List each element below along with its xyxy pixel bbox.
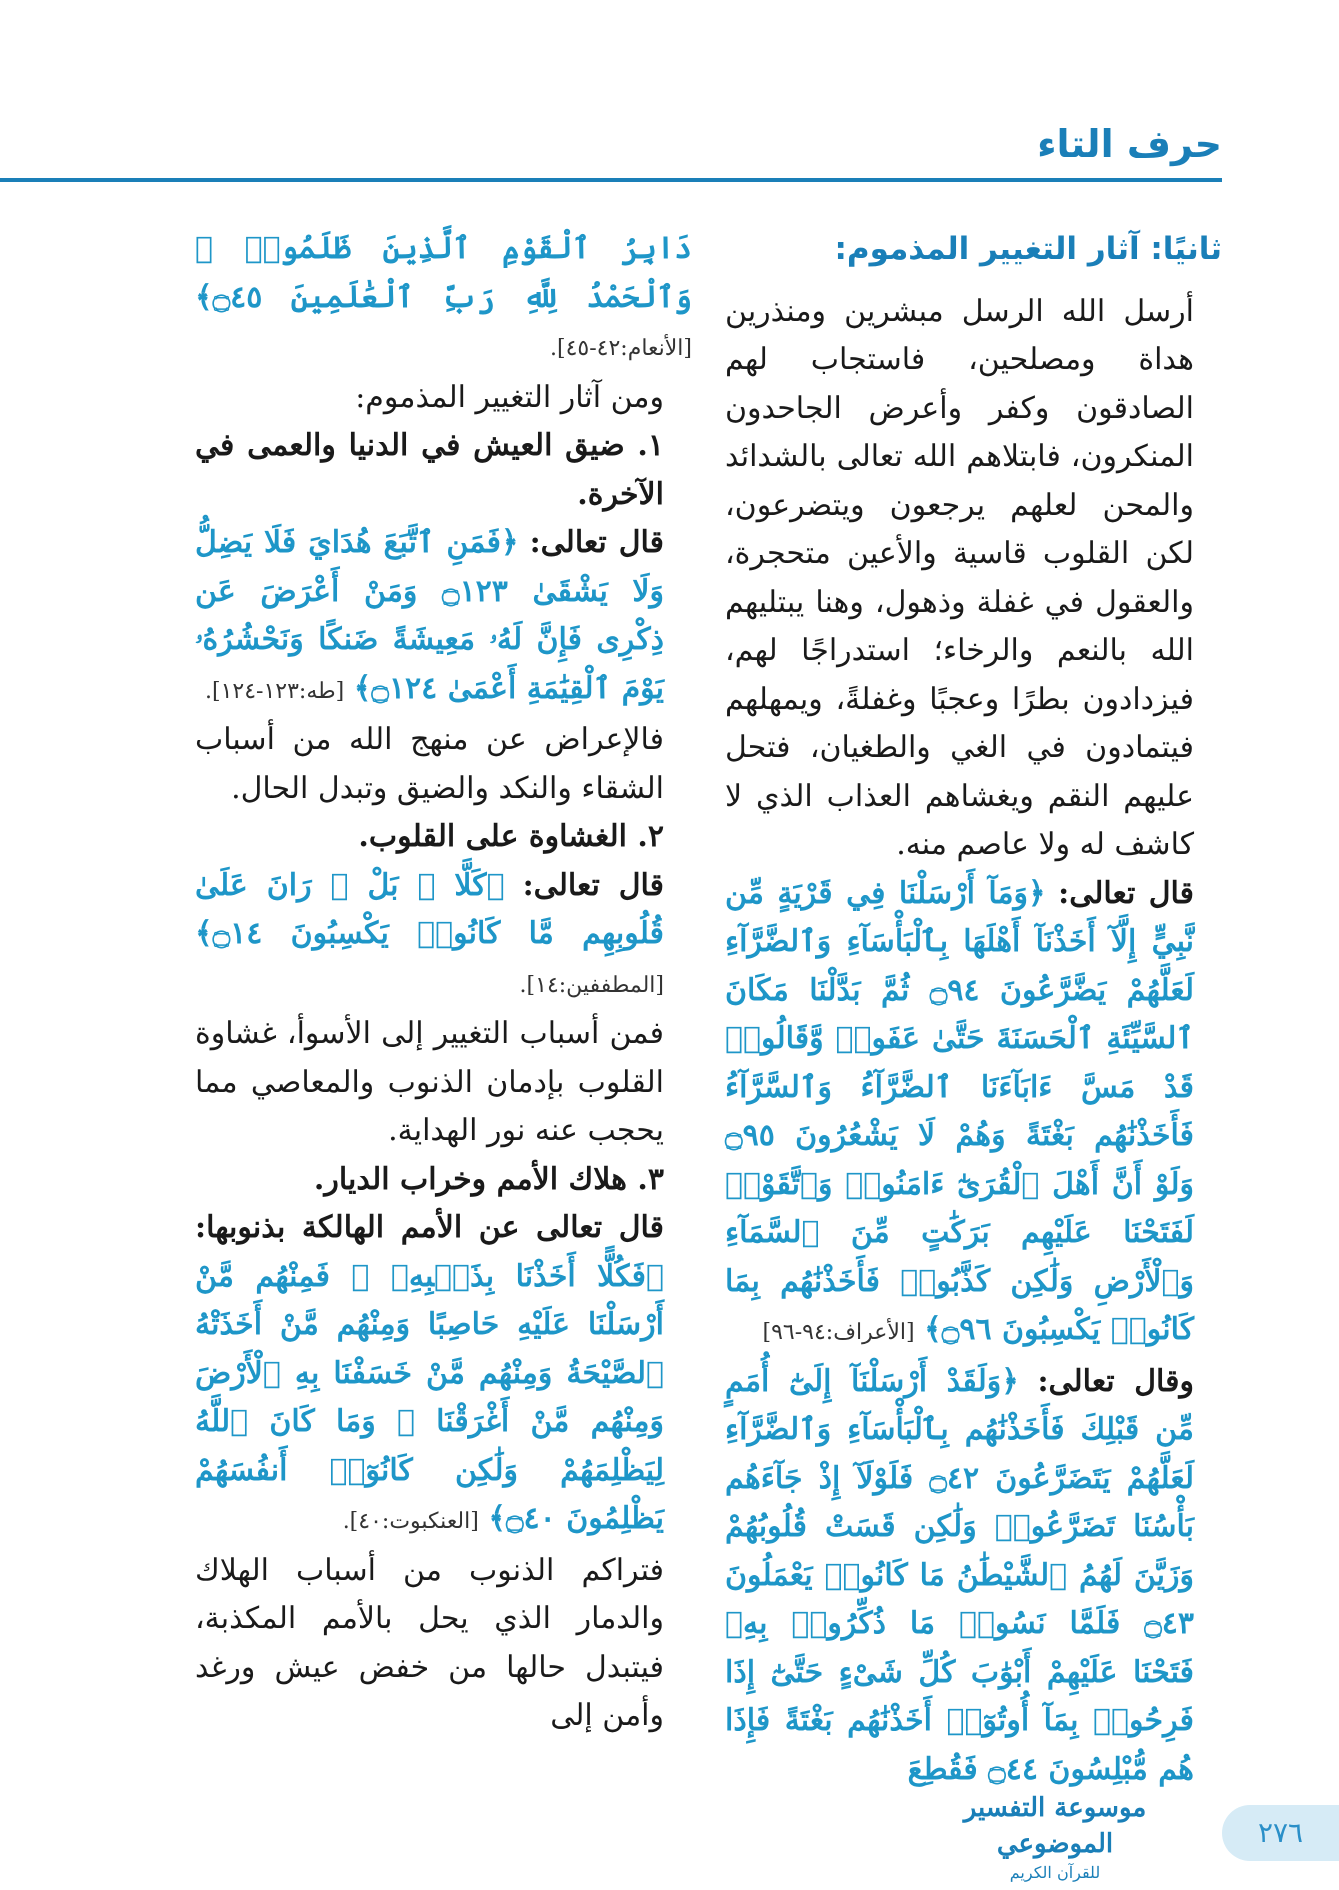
item-1-comment: فالإعراض عن منهج الله من أسباب الشقاء والنكد والضيق وتبدل الحال.: [195, 722, 664, 806]
chapter-title: حرف التاء: [1037, 122, 1222, 166]
item-3-heading: ٣. هلاك الأمم وخراب الديار.: [313, 1161, 664, 1197]
continued-quote-text: دَابِرُ ٱلْقَوْمِ ٱلَّذِينَ ظَلَمُوا۟ ۚ وَٱلْحَمْدُ لِلَّهِ رَبِّ ٱلْعَٰلَمِينَ ۝٤٥﴾: [195, 231, 692, 315]
quote-block-2: [725, 1358, 1222, 1795]
quote-2-text: ﴿وَلَقَدْ أَرْسَلْنَآ إِلَىٰٓ أُمَمٍ مِّن قَبْلِكَ فَأَخَذْنَٰهُم بِٱلْبَأْسَآءِ وَٱلضَّرَّآءِ لَعَلَّهُمْ يَتَضَرَّعُونَ ۝٤٢ فَلَوْلَآ إِذْ جَآءَهُم بَأْسُنَا تَضَرَّعُوا۟ وَلَٰكِن قَسَتْ قُلُوبُهُمْ وَزَيَّنَ لَهُمُ ٱلشَّيْطَٰنُ مَا كَانُوا۟ يَعْمَلُونَ ۝٤٣ فَلَمَّا نَسُوا۟ مَا ذُكِّرُوا۟ بِهِۦ فَتَحْنَا عَلَيْهِمْ أَبْوَٰبَ كُلِّ شَىْءٍ حَتَّىٰٓ إِذَا فَرِحُوا۟ بِمَآ أُوتُوٓا۟ أَخَذْنَٰهُم بَغْتَةً فَإِذَا هُم مُّبْلِسُونَ ۝٤٤ فَقُطِعَ: [725, 1363, 1194, 1787]
item-1-quote-block: [195, 519, 692, 716]
item-2-comment: فمن أسباب التغيير إلى الأسوأ، غشاوة القلوب بإدمان الذنوب والمعاصي مما يحجب عنه نور الهداية.: [195, 1016, 664, 1148]
item-2-reference: [المطففين:١٤].: [519, 972, 664, 998]
logo-sub-text: للقرآن الكريم: [1009, 1863, 1101, 1882]
item-1-reference: [طه:١٢٣-١٢٤].: [205, 678, 345, 704]
quote-2-lead: وقال تعالى:: [1037, 1363, 1194, 1399]
item-3-quote: ﴿فَكُلًّا أَخَذْنَا بِذَنۢبِهِۦ ۖ فَمِنْهُم مَّنْ أَرْسَلْنَا عَلَيْهِ حَاصِبًا وَمِنْهُم مَّنْ أَخَذَتْهُ ٱلصَّيْحَةُ وَمِنْهُم مَّنْ خَسَفْنَا بِهِ ٱلْأَرْضَ وَمِنْهُم مَّنْ أَغْرَقْنَا ۚ وَمَا كَانَ ٱللَّهُ لِيَظْلِمَهُمْ وَلَٰكِن كَانُوٓا۟ أَنفُسَهُمْ يَظْلِمُونَ ۝٤٠﴾: [195, 1258, 664, 1536]
item-3-reference: [العنكبوت:٤٠].: [342, 1509, 479, 1534]
item-2-lead: قال تعالى:: [522, 867, 664, 903]
item-1-quote: ﴿فَمَنِ ٱتَّبَعَ هُدَايَ فَلَا يَضِلُّ وَلَا يَشْقَىٰ ۝١٢٣ وَمَنْ أَعْرَضَ عَن ذِكْرِى فَإِنَّ لَهُۥ مَعِيشَةً ضَنكًا وَنَحْشُرُهُۥ يَوْمَ ٱلْقِيَٰمَةِ أَعْمَىٰ ۝١٢٤﴾: [195, 525, 664, 706]
continued-quote-reference: [الأنعام:٤٢-٤٥].: [549, 336, 692, 361]
item-1-lead: قال تعالى:: [529, 525, 664, 560]
header-rule: [0, 178, 1222, 182]
intro-paragraph: أرسل الله الرسل مبشرين ومنذرين هداة ومصلحين، فاستجاب لهم الصادقون وكفر وأعرض الجاحدون المنكرون، فابتلاهم الله تعالى بالشدائد والمحن لعلهم يرجعون ويتضرعون، لكن القلوب قاسية والأعين متحجرة، والعقول في غفلة وذهول، وهنا يبتليهم الله بالنعم والرخاء؛ استدراجًا لهم، فيزدادون بطرًا وعجبًا وغفلةً، ويمهلهم فيتمادون في الغي والطغيان، فتحل عليهم النقم ويغشاهم العذاب الذي لا كاشف له ولا عاصم منه.: [725, 293, 1194, 862]
item-1-heading: ١. ضيق العيش في الدنيا والعمى في الآخرة.: [195, 428, 664, 512]
continued-quote: [195, 225, 692, 374]
page-number: ٢٧٦: [1222, 1805, 1339, 1861]
quote-1-reference: [الأعراف:٩٤-٩٦]: [762, 1320, 915, 1345]
item-2-quote-block: [195, 862, 692, 1011]
right-column: [725, 225, 1222, 1794]
item-2-quote: ﴿كَلَّا ۖ بَلْ ۜ رَانَ عَلَىٰ قُلُوبِهِم مَّا كَانُوا۟ يَكْسِبُونَ ۝١٤﴾: [195, 867, 664, 951]
item-3-comment: فتراكم الذنوب من أسباب الهلاك والدمار الذي يحل بالأمم المكذبة، فيتبدل حالها من خفض عيش ورغد وأمن إلى: [195, 1552, 664, 1733]
item-3-lead: قال تعالى عن الأمم الهالكة بذنوبها:: [195, 1210, 664, 1245]
page-header: [0, 110, 1222, 180]
section-heading: ثانيًا: آثار التغيير المذموم:: [834, 231, 1222, 267]
quote-1-text: ﴿وَمَآ أَرْسَلْنَا فِي قَرْيَةٍ مِّن نَّبِيٍّ إِلَّآ أَخَذْنَآ أَهْلَهَا بِٱلْبَأْسَآءِ وَٱلضَّرَّآءِ لَعَلَّهُمْ يَضَّرَّعُونَ ۝٩٤ ثُمَّ بَدَّلْنَا مَكَانَ ٱلسَّيِّئَةِ ٱلْحَسَنَةَ حَتَّىٰ عَفَوا۟ وَّقَالُوا۟ قَدْ مَسَّ ءَابَآءَنَا ٱلضَّرَّآءُ وَٱلسَّرَّآءُ فَأَخَذْنَٰهُم بَغْتَةً وَهُمْ لَا يَشْعُرُونَ ۝٩٥ وَلَوْ أَنَّ أَهْلَ ٱلْقُرَىٰٓ ءَامَنُوا۟ وَٱتَّقَوْا۟ لَفَتَحْنَا عَلَيْهِم بَرَكَٰتٍ مِّنَ ٱلسَّمَآءِ وَٱلْأَرْضِ وَلَٰكِن كَذَّبُوا۟ فَأَخَذْنَٰهُم بِمَا كَانُوا۟ يَكْسِبُونَ ۝٩٦﴾: [725, 875, 1195, 1347]
quote-block-1: [725, 870, 1222, 1358]
logo-main-text: موسوعة التفسير الموضوعي: [963, 1793, 1147, 1859]
left-column: [195, 225, 692, 1741]
item-3-quote-block: [195, 1204, 692, 1547]
quote-1-lead: قال تعالى:: [1058, 875, 1195, 911]
lead-in: ومن آثار التغيير المذموم:: [355, 379, 664, 415]
item-2-heading: ٢. الغشاوة على القلوب.: [358, 819, 664, 854]
encyclopedia-logo: [935, 1790, 1175, 1882]
